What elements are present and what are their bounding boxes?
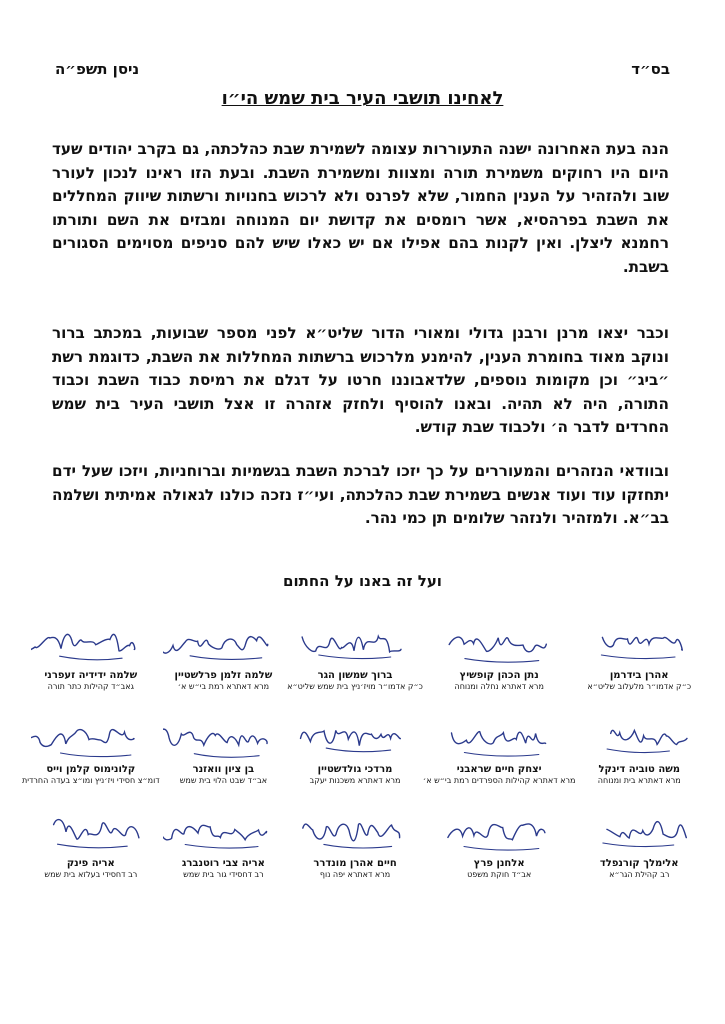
signature-underline <box>607 749 669 753</box>
signature-underline <box>60 753 130 757</box>
signature-block <box>22 618 160 712</box>
signature-block <box>423 712 576 806</box>
signature-block <box>160 618 288 712</box>
handwritten-signature <box>439 806 559 856</box>
signatory-name: אריה פינק <box>66 858 115 869</box>
signatory-name: שלמה ידידיה זעפרני <box>44 670 138 681</box>
signature-stroke <box>163 825 267 840</box>
signature-underline <box>59 656 122 660</box>
handwritten-signature <box>163 806 283 856</box>
signatory-title: מרא דאתרא בית ומנוחה <box>597 776 681 785</box>
signature-stroke <box>607 822 686 838</box>
signatory-name: נתן הכהן קופשיץ <box>459 670 539 681</box>
signatory-title: כ״ק אדמו״ר מויז׳ניץ בית שמש שליט״א <box>287 682 423 691</box>
handwritten-signature <box>579 712 699 762</box>
signature-underline <box>186 845 259 849</box>
signatory-title: דומ״צ חסידי ויז׳ניץ ומו״צ בעדה החרדית <box>22 776 160 785</box>
paragraph-2: וכבר יצאו מרנן ורבנן גדולי ומאורי הדור שליט״א לפני מספר שבועות, במכתב ברור ונוקב מאוד בחומרת הענין, להימנע מלרכוש ברשתות המחללות את השבת, כדוגמת רשת ״ביג״ וכן מקומות נוספים, שלדאבוננו חרטו על דגלם את רמיסת כבוד השבת וכבוד התורה, היה לא תהיה. ובאנו להוסיף ולחזק אזהרה זו אצל תושבי העיר בית שמש החרדים לדבר ה׳ ולכבוד שבת קודש. <box>52 324 669 436</box>
signature-stroke <box>301 730 401 745</box>
signature-grid <box>22 618 703 900</box>
signature-block <box>575 618 703 712</box>
signature-underline <box>465 753 539 757</box>
handwritten-signature <box>439 618 559 668</box>
letter-date: ניסן תשפ״ה <box>55 60 140 78</box>
signatory-name: ברוך שמשון הגר <box>317 670 393 681</box>
signature-underline <box>57 844 127 848</box>
signature-underline <box>326 748 390 752</box>
signatory-name: חיים אהרן מונדרר <box>313 858 397 869</box>
signatory-title: מרא דאתרא משכנות יעקב <box>309 776 401 785</box>
signatory-title: גאב״ד קהילות כתר תורה <box>47 682 134 691</box>
signature-underline <box>195 754 260 758</box>
signature-underline <box>324 844 392 848</box>
signature-block <box>423 618 576 712</box>
signatory-name: קלונימוס קלמן וייס <box>46 764 136 775</box>
handwritten-signature <box>295 712 415 762</box>
signature-stroke <box>448 824 545 840</box>
signatory-title: אב״ד חוקת משפט <box>467 870 532 879</box>
signature-stroke <box>31 730 134 747</box>
signatory-name: אלימלך קורנפלד <box>599 858 679 869</box>
signature-stroke <box>302 636 401 651</box>
signature-stroke <box>53 820 138 840</box>
signatory-name: אריה צבי רוטנברג <box>181 858 265 869</box>
signature-stroke <box>449 637 546 652</box>
paragraph-1: הנה בעת האחרונה ישנה התעוררות עצומה לשמירת שבת כהלכתה, גם בקרב יהודים שעד היום היו רחוקים משמירת תורה ומצוות ומשמירת השבת. ובעת הזו ראינו לנכון לעורר שוב ולהזהיר על הענין החמור, שלא לפרנס ולא לרכוש בחנויות ורשתות שיווק המחללים את השבת בפרהסיא, אשר רומסים את קדושת יום המנוחה ומבזים את השם ותורתו רחמנא ליצלן. ואין לקנות בהם אפילו אם יש כאלו שיש להם סניפים מסוימים הסגורים בשבת. <box>52 140 669 276</box>
signatory-name: שלמה זלמן פרלשטיין <box>174 670 273 681</box>
handwritten-signature <box>163 712 283 762</box>
signature-block <box>287 806 423 900</box>
handwritten-signature <box>295 618 415 668</box>
signature-stroke <box>163 637 268 654</box>
bsd-mark: בס״ד <box>631 60 670 78</box>
signatory-title: מרא דאתרא קהילות הספרדים רמת בי״ש א׳ <box>422 776 576 785</box>
signatory-name: בן ציון וואזנר <box>192 764 255 775</box>
signature-underline <box>603 843 674 847</box>
signature-underline <box>602 655 676 659</box>
signature-block <box>287 618 423 712</box>
signature-underline <box>465 659 539 663</box>
closing-line: ועל זה באנו על החתום <box>283 572 442 590</box>
signatory-title: רב דחסידי גור בית שמש <box>183 870 264 879</box>
signature-block <box>22 712 160 806</box>
signature-block <box>287 712 423 806</box>
signature-stroke <box>603 637 683 650</box>
signatory-title: רב קהילת הגר״א <box>609 870 670 879</box>
letter-header <box>55 60 670 84</box>
signatory-title: אב״ד שבט הלוי בית שמש <box>179 776 268 785</box>
handwritten-signature <box>579 618 699 668</box>
signature-block <box>423 806 576 900</box>
signature-block <box>160 806 288 900</box>
signatory-name: מרדכי גולדשטיין <box>317 764 393 775</box>
signatory-title: מרא דאתרא יפה נוף <box>319 870 391 879</box>
signature-underline <box>191 656 263 660</box>
signatory-title: מרא דאתרא נחלה ומנוחה <box>454 682 544 691</box>
handwritten-signature <box>31 806 151 856</box>
signature-underline <box>319 655 391 659</box>
signature-stroke <box>163 729 267 745</box>
signature-stroke <box>303 824 400 841</box>
letter-title: לאחינו תושבי העיר בית שמש הי״ו <box>221 88 504 109</box>
signature-underline <box>464 847 539 851</box>
handwritten-signature <box>439 712 559 762</box>
signatory-name: יצחק חיים שראבני <box>456 764 542 775</box>
handwritten-signature <box>579 806 699 856</box>
signatory-name: משה טוביה דינקל <box>598 764 681 775</box>
signature-stroke <box>452 732 546 744</box>
signature-block <box>575 806 703 900</box>
signatory-name: אלחנן פרץ <box>473 858 525 869</box>
signature-stroke <box>31 634 135 652</box>
signature-block <box>160 712 288 806</box>
signature-block <box>575 712 703 806</box>
handwritten-signature <box>163 618 283 668</box>
signatory-title: מרא דאתרא רמת בי״ש א׳ <box>177 682 270 691</box>
signatory-name: אהרן בידרמן <box>609 670 669 681</box>
handwritten-signature <box>31 618 151 668</box>
handwritten-signature <box>31 712 151 762</box>
signature-stroke <box>611 730 687 744</box>
signature-block <box>22 806 160 900</box>
paragraph-3: ובוודאי הנזהרים והמעוררים על כך יזכו לברכת השבת בגשמיות וברוחניות, ויזכו שעל ידם יתחזקו עוד ועוד אנשים בשמירת שבת כהלכתה, ועי״ז נזכה כולנו לגאולה אמיתית ושלמה בב״א. ולמזהיר ולנזהר שלומים תן כמי נהר. <box>52 462 669 527</box>
signatory-title: רב דחסידי בעלזא בית שמש <box>44 870 138 879</box>
signatory-title: כ״ק אדמו״ר מלעלוב שליט״א <box>587 682 692 691</box>
handwritten-signature <box>295 806 415 856</box>
